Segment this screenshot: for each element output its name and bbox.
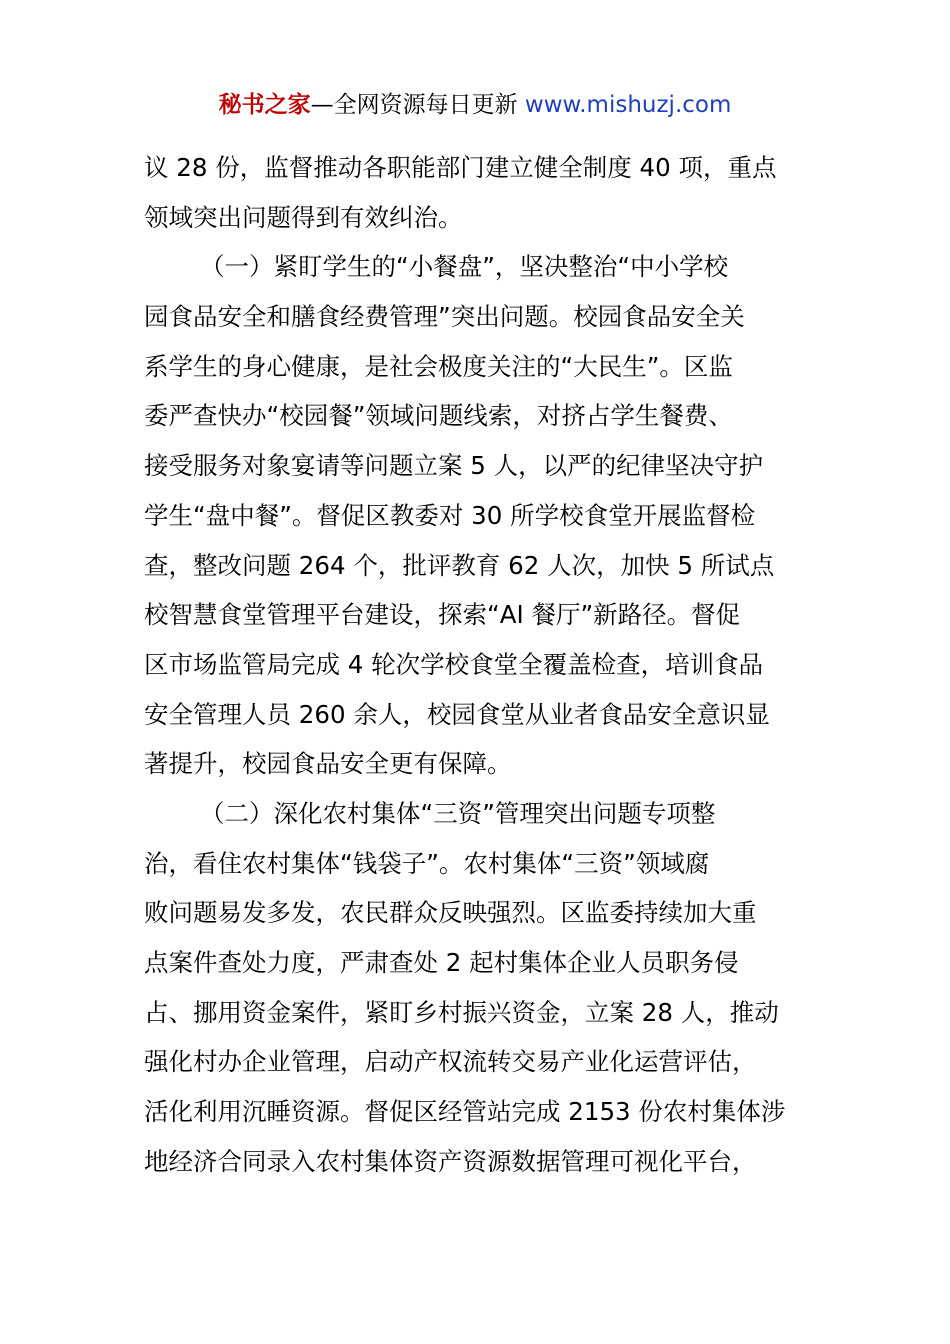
document-body [144, 143, 824, 1186]
text-line: 学生“盘中餐”。督促区教委对 30 所学校食堂开展监督检 [144, 500, 756, 530]
text-line: 委严查快办“校园餐”领域问题线索，对挤占学生餐费、 [144, 401, 733, 431]
text-line: 败问题易发多发，农民群众反映强烈。区监委持续加大重 [144, 898, 757, 928]
text-line: 著提升，校园食品安全更有保障。 [144, 749, 512, 779]
text-line: 园食品安全和膳食经费管理”突出问题。校园食品安全关 [144, 302, 745, 332]
section-heading-line: （二）深化农村集体“三资”管理突出问题专项整 [200, 798, 716, 828]
text-line: 安全管理人员 260 余人，校园食堂从业者食品安全意识显 [144, 699, 770, 729]
text-line: 区市场监管局完成 4 轮次学校食堂全覆盖检查，培训食品 [144, 649, 764, 679]
text-line: 点案件查处力度，严肃查处 2 起村集体企业人员职务侵 [144, 948, 739, 977]
text-line: 治，看住农村集体“钱袋子”。农村集体“三资”领域腐 [144, 848, 710, 878]
text-line: 活化利用沉睡资源。督促区经管站完成 2153 份农村集体涉 [144, 1097, 786, 1127]
text-line: 地经济合同录入农村集体资产资源数据管理可视化平台， [144, 1146, 757, 1176]
site-tagline: —全网资源每日更新 [310, 92, 525, 118]
text-line: 领域突出问题得到有效纠治。 [144, 202, 463, 232]
page-header [0, 88, 950, 122]
text-line: 强化村办企业管理，启动产权流转交易产业化运营评估， [144, 1047, 757, 1077]
text-line: 校智慧食堂管理平台建设，探索“AI 餐厅”新路径。督促 [144, 600, 741, 630]
text-line: 占、挪用资金案件，紧盯乡村振兴资金，立案 28 人，推动 [144, 997, 779, 1027]
section-heading-line: （一）紧盯学生的“小餐盘”，坚决整治“中小学校 [200, 252, 729, 282]
text-line: 查，整改问题 264 个，批评教育 62 人次，加快 5 所试点 [144, 550, 775, 580]
site-url-link[interactable]: www.mishuzj.com [524, 92, 732, 118]
text-line: 接受服务对象宴请等问题立案 5 人，以严的纪律坚决守护 [144, 451, 764, 481]
text-line: 议 28 份，监督推动各职能部门建立健全制度 40 项，重点 [144, 153, 777, 182]
text-line: 系学生的身心健康，是社会极度关注的“大民生”。区监 [144, 351, 733, 381]
site-name: 秘书之家 [218, 92, 311, 118]
